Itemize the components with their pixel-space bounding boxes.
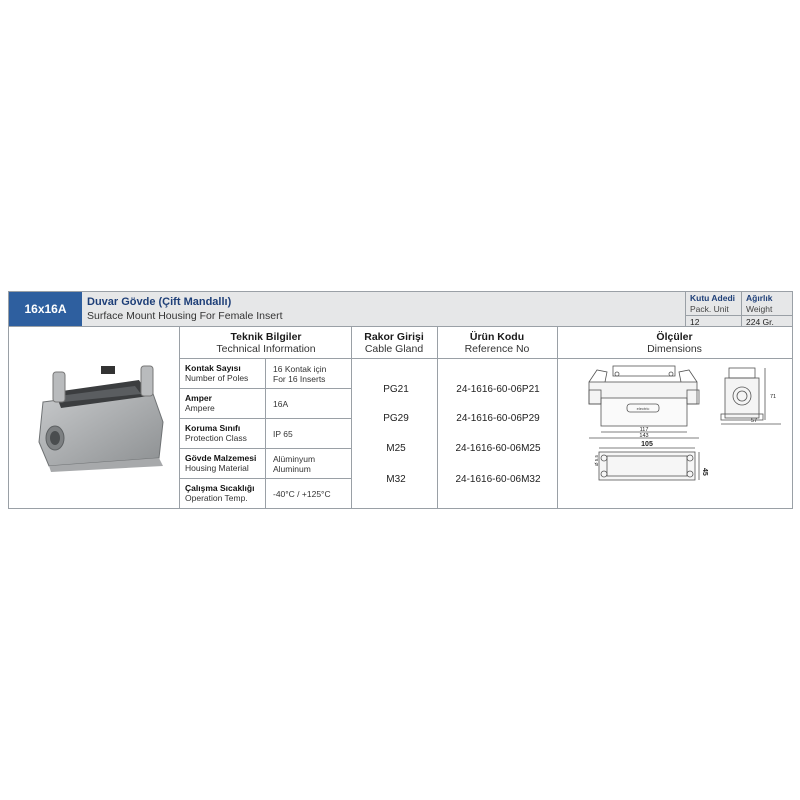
front-width-143: 143 [639,433,649,439]
col-ref-en: Reference No [464,343,530,355]
col-header-dim [557,331,792,355]
col-ref-tr: Ürün Kodu [469,331,525,343]
spec-key-tr: Koruma Sınıfı [185,423,241,433]
col-gland-en: Cable Gland [364,343,424,355]
spec-key-tr: Kontak Sayısı [185,363,241,373]
ref-m25: 24-1616-60-06M25 [455,443,541,454]
pack-value: 12 [690,317,700,327]
spec-val-en: For 16 Inserts [273,374,326,384]
spec-val-tr: Alüminyum [273,454,316,464]
spec-key-temperature [185,483,271,503]
weight-label-tr: Ağırlık [746,293,773,303]
gland-m32: M32 [386,474,406,485]
side-height-71: 71 [770,394,777,400]
ref-m32: 24-1616-60-06M32 [455,474,541,485]
housing-product-image [31,362,171,472]
spec-key-material [185,453,271,473]
col-header-gland [351,331,437,355]
spec-val-poles [273,364,357,384]
spec-key-ampere [185,393,271,413]
top-width-105: 105 [641,441,653,448]
col-tech-en: Technical Information [216,343,316,355]
spec-key-protection [185,423,271,443]
product-title-en: Surface Mount Housing For Female Insert [87,310,283,322]
spec-val-ampere: 16A [273,399,289,409]
ref-pg21: 24-1616-60-06P21 [456,384,540,395]
col-tech-tr: Teknik Bilgiler [230,331,302,343]
spec-val-tr: 16 Kontak için [273,364,327,374]
product-sheet [8,291,793,509]
weight-label-en: Weight [746,304,773,314]
top-view-drawing [599,448,699,480]
spec-key-en: Operation Temp. [185,493,248,503]
gland-pg21: PG21 [383,384,409,395]
gland-m25: M25 [386,443,406,454]
spec-key-tr: Gövde Malzemesi [185,453,257,463]
weight-box [741,292,793,326]
spec-val-protection: IP 65 [273,429,293,439]
header-band [9,292,792,327]
ref-pg29: 24-1616-60-06P29 [456,413,540,424]
spec-val-material [273,454,357,474]
spec-key-en: Number of Poles [185,373,249,383]
col-dim-en: Dimensions [647,343,702,355]
spec-key-tr: Çalışma Sıcaklığı [185,483,255,493]
spec-key-en: Ampere [185,403,215,413]
gland-pg29: PG29 [383,413,409,424]
col-header-tech [181,331,351,355]
weight-value: 224 Gr. [746,317,774,327]
front-brand-label: electric [636,406,650,411]
spec-val-temperature: -40°C / +125°C [273,489,331,499]
pack-unit-box [685,292,742,326]
spec-val-en: Aluminum [273,464,311,474]
spec-key-tr: Amper [185,393,212,403]
col-dim-tr: Ölçüler [656,331,693,343]
product-title-tr: Duvar Gövde (Çift Mandallı) [87,296,232,308]
top-height-45: 45 [701,468,708,476]
hole-diameter: Ø 5.5 [594,454,599,466]
product-code-badge: 16x16A [9,292,82,326]
pack-label-tr: Kutu Adedi [690,293,736,303]
pack-label-en: Pack. Unit [690,304,729,314]
col-gland-tr: Rakor Girişi [364,331,424,343]
spec-key-en: Housing Material [185,463,249,473]
dimension-drawings [559,360,791,508]
spec-key-poles [185,363,271,383]
side-depth-57: 57 [751,418,758,424]
col-header-ref [437,331,557,355]
spec-key-en: Protection Class [185,433,247,443]
front-width-117: 117 [639,427,649,433]
